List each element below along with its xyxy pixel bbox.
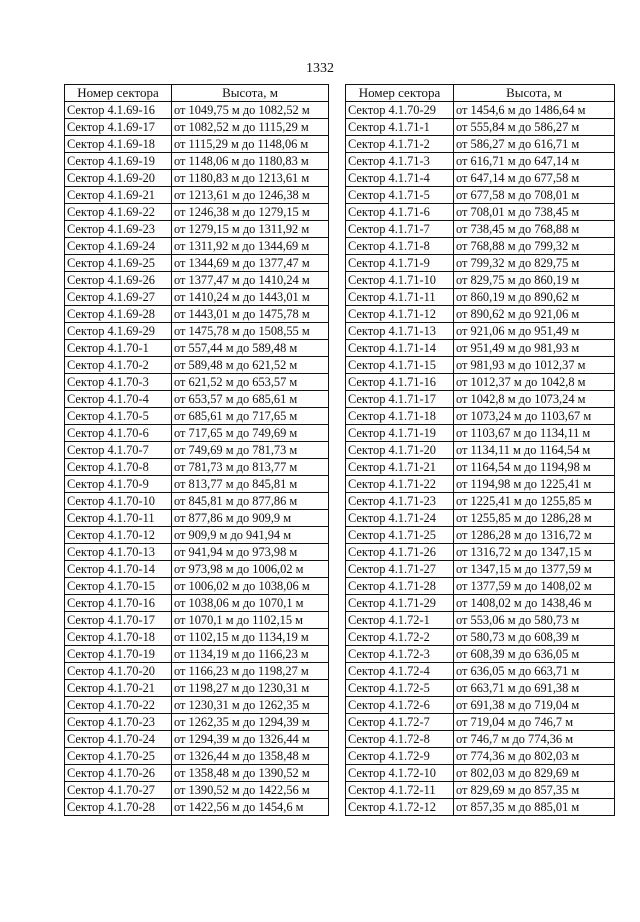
altitude-range-cell: от 1422,56 м до 1454,6 м: [172, 799, 329, 816]
table-row: [65, 357, 329, 374]
altitude-range-cell: от 1042,8 м до 1073,24 м: [454, 391, 615, 408]
table-row: [346, 714, 615, 731]
altitude-range-cell: от 555,84 м до 586,27 м: [454, 119, 615, 136]
sector-number-cell: Сектор 4.1.71-23: [346, 493, 454, 510]
table-row: [346, 238, 615, 255]
sector-number-cell: Сектор 4.1.71-1: [346, 119, 454, 136]
sector-number-cell: Сектор 4.1.71-26: [346, 544, 454, 561]
sector-table-left: [64, 84, 329, 816]
table-row: [65, 119, 329, 136]
altitude-range-cell: от 1390,52 м до 1422,56 м: [172, 782, 329, 799]
sector-number-cell: Сектор 4.1.72-5: [346, 680, 454, 697]
table-row: [65, 612, 329, 629]
page-number: 1332: [306, 61, 334, 76]
altitude-range-cell: от 1082,52 м до 1115,29 м: [172, 119, 329, 136]
table-row: [65, 510, 329, 527]
altitude-range-cell: от 1038,06 м до 1070,1 м: [172, 595, 329, 612]
table-row: [65, 408, 329, 425]
sector-number-cell: Сектор 4.1.70-11: [65, 510, 172, 527]
altitude-range-cell: от 1103,67 м до 1134,11 м: [454, 425, 615, 442]
altitude-range-cell: от 1377,47 м до 1410,24 м: [172, 272, 329, 289]
sector-number-cell: Сектор 4.1.70-23: [65, 714, 172, 731]
sector-number-cell: Сектор 4.1.71-11: [346, 289, 454, 306]
sector-number-cell: Сектор 4.1.70-21: [65, 680, 172, 697]
sector-number-cell: Сектор 4.1.70-9: [65, 476, 172, 493]
sector-number-cell: Сектор 4.1.71-17: [346, 391, 454, 408]
altitude-range-cell: от 1344,69 м до 1377,47 м: [172, 255, 329, 272]
altitude-range-cell: от 621,52 м до 653,57 м: [172, 374, 329, 391]
header-altitude: Высота, м: [172, 85, 329, 102]
altitude-range-cell: от 1070,1 м до 1102,15 м: [172, 612, 329, 629]
sector-number-cell: Сектор 4.1.70-26: [65, 765, 172, 782]
table-row: [346, 459, 615, 476]
sector-number-cell: Сектор 4.1.69-19: [65, 153, 172, 170]
sector-number-cell: Сектор 4.1.71-28: [346, 578, 454, 595]
altitude-range-cell: от 1294,39 м до 1326,44 м: [172, 731, 329, 748]
sector-number-cell: Сектор 4.1.71-25: [346, 527, 454, 544]
altitude-range-cell: от 1180,83 м до 1213,61 м: [172, 170, 329, 187]
sector-number-cell: Сектор 4.1.71-22: [346, 476, 454, 493]
sector-number-cell: Сектор 4.1.71-20: [346, 442, 454, 459]
table-row: [65, 493, 329, 510]
table-row: [346, 255, 615, 272]
sector-number-cell: Сектор 4.1.70-13: [65, 544, 172, 561]
sector-number-cell: Сектор 4.1.70-5: [65, 408, 172, 425]
sector-number-cell: Сектор 4.1.71-2: [346, 136, 454, 153]
sector-number-cell: Сектор 4.1.71-14: [346, 340, 454, 357]
sector-number-cell: Сектор 4.1.72-8: [346, 731, 454, 748]
table-row: [65, 476, 329, 493]
sector-number-cell: Сектор 4.1.70-16: [65, 595, 172, 612]
altitude-range-cell: от 663,71 м до 691,38 м: [454, 680, 615, 697]
table-row: [346, 323, 615, 340]
table-row: [346, 646, 615, 663]
table-row: [65, 306, 329, 323]
sector-number-cell: Сектор 4.1.69-16: [65, 102, 172, 119]
altitude-range-cell: от 1279,15 м до 1311,92 м: [172, 221, 329, 238]
table-row: [346, 612, 615, 629]
altitude-range-cell: от 636,05 м до 663,71 м: [454, 663, 615, 680]
sector-number-cell: Сектор 4.1.70-10: [65, 493, 172, 510]
table-row: [346, 119, 615, 136]
sector-number-cell: Сектор 4.1.70-14: [65, 561, 172, 578]
altitude-range-cell: от 768,88 м до 799,32 м: [454, 238, 615, 255]
table-row: [65, 255, 329, 272]
altitude-range-cell: от 951,49 м до 981,93 м: [454, 340, 615, 357]
table-row: [346, 272, 615, 289]
sector-number-cell: Сектор 4.1.70-4: [65, 391, 172, 408]
table-row: [346, 425, 615, 442]
table-row: [346, 782, 615, 799]
sector-number-cell: Сектор 4.1.71-24: [346, 510, 454, 527]
table-row: [65, 170, 329, 187]
table-row: [346, 748, 615, 765]
sector-number-cell: Сектор 4.1.70-12: [65, 527, 172, 544]
altitude-range-cell: от 608,39 м до 636,05 м: [454, 646, 615, 663]
altitude-range-cell: от 749,69 м до 781,73 м: [172, 442, 329, 459]
altitude-range-cell: от 586,27 м до 616,71 м: [454, 136, 615, 153]
altitude-range-cell: от 1166,23 м до 1198,27 м: [172, 663, 329, 680]
altitude-range-cell: от 1134,19 м до 1166,23 м: [172, 646, 329, 663]
table-row: [65, 323, 329, 340]
altitude-range-cell: от 1134,11 м до 1164,54 м: [454, 442, 615, 459]
altitude-range-cell: от 1377,59 м до 1408,02 м: [454, 578, 615, 595]
altitude-range-cell: от 1148,06 м до 1180,83 м: [172, 153, 329, 170]
table-row: [346, 204, 615, 221]
altitude-range-cell: от 557,44 м до 589,48 м: [172, 340, 329, 357]
table-body: [65, 102, 329, 816]
table-row: [65, 238, 329, 255]
sector-number-cell: Сектор 4.1.69-22: [65, 204, 172, 221]
table-row: [346, 561, 615, 578]
table-row: [65, 459, 329, 476]
altitude-range-cell: от 647,14 м до 677,58 м: [454, 170, 615, 187]
table-row: [65, 340, 329, 357]
table-row: [65, 595, 329, 612]
table-row: [65, 697, 329, 714]
altitude-range-cell: от 719,04 м до 746,7 м: [454, 714, 615, 731]
altitude-range-cell: от 1358,48 м до 1390,52 м: [172, 765, 329, 782]
altitude-range-cell: от 941,94 м до 973,98 м: [172, 544, 329, 561]
sector-number-cell: Сектор 4.1.70-19: [65, 646, 172, 663]
table-row: [346, 663, 615, 680]
table-row: [65, 153, 329, 170]
sector-number-cell: Сектор 4.1.70-29: [346, 102, 454, 119]
sector-number-cell: Сектор 4.1.71-5: [346, 187, 454, 204]
altitude-range-cell: от 1311,92 м до 1344,69 м: [172, 238, 329, 255]
sector-number-cell: Сектор 4.1.70-20: [65, 663, 172, 680]
altitude-range-cell: от 860,19 м до 890,62 м: [454, 289, 615, 306]
table-row: [65, 714, 329, 731]
table-row: [65, 561, 329, 578]
table-row: [65, 187, 329, 204]
table-row: [65, 527, 329, 544]
table-row: [65, 629, 329, 646]
sector-number-cell: Сектор 4.1.70-18: [65, 629, 172, 646]
table-row: [65, 136, 329, 153]
table-row: [65, 731, 329, 748]
table-row: [346, 510, 615, 527]
table-row: [346, 221, 615, 238]
altitude-range-cell: от 799,32 м до 829,75 м: [454, 255, 615, 272]
sector-number-cell: Сектор 4.1.71-15: [346, 357, 454, 374]
table-row: [346, 578, 615, 595]
altitude-range-cell: от 1115,29 м до 1148,06 м: [172, 136, 329, 153]
altitude-range-cell: от 1454,6 м до 1486,64 м: [454, 102, 615, 119]
altitude-range-cell: от 829,69 м до 857,35 м: [454, 782, 615, 799]
altitude-range-cell: от 1410,24 м до 1443,01 м: [172, 289, 329, 306]
altitude-range-cell: от 1102,15 м до 1134,19 м: [172, 629, 329, 646]
altitude-range-cell: от 1326,44 м до 1358,48 м: [172, 748, 329, 765]
table-row: [346, 731, 615, 748]
sector-number-cell: Сектор 4.1.69-26: [65, 272, 172, 289]
table-row: [65, 102, 329, 119]
table-row: [346, 357, 615, 374]
header-altitude: Высота, м: [454, 85, 615, 102]
sector-number-cell: Сектор 4.1.69-21: [65, 187, 172, 204]
table-row: [65, 765, 329, 782]
sector-number-cell: Сектор 4.1.71-4: [346, 170, 454, 187]
sector-number-cell: Сектор 4.1.70-1: [65, 340, 172, 357]
sector-number-cell: Сектор 4.1.72-4: [346, 663, 454, 680]
sector-number-cell: Сектор 4.1.72-1: [346, 612, 454, 629]
table-row: [346, 680, 615, 697]
altitude-range-cell: от 1006,02 м до 1038,06 м: [172, 578, 329, 595]
altitude-range-cell: от 813,77 м до 845,81 м: [172, 476, 329, 493]
sector-number-cell: Сектор 4.1.70-27: [65, 782, 172, 799]
altitude-range-cell: от 1230,31 м до 1262,35 м: [172, 697, 329, 714]
table-row: [346, 374, 615, 391]
sector-number-cell: Сектор 4.1.71-27: [346, 561, 454, 578]
header-row: [65, 85, 329, 102]
table-row: [346, 527, 615, 544]
altitude-range-cell: от 921,06 м до 951,49 м: [454, 323, 615, 340]
table-row: [65, 289, 329, 306]
sector-number-cell: Сектор 4.1.70-8: [65, 459, 172, 476]
table-row: [65, 374, 329, 391]
sector-number-cell: Сектор 4.1.71-10: [346, 272, 454, 289]
altitude-range-cell: от 1198,27 м до 1230,31 м: [172, 680, 329, 697]
altitude-range-cell: от 589,48 м до 621,52 м: [172, 357, 329, 374]
altitude-range-cell: от 829,75 м до 860,19 м: [454, 272, 615, 289]
table-row: [346, 408, 615, 425]
altitude-range-cell: от 653,57 м до 685,61 м: [172, 391, 329, 408]
sector-number-cell: Сектор 4.1.70-7: [65, 442, 172, 459]
sector-number-cell: Сектор 4.1.71-18: [346, 408, 454, 425]
altitude-range-cell: от 1049,75 м до 1082,52 м: [172, 102, 329, 119]
sector-number-cell: Сектор 4.1.69-28: [65, 306, 172, 323]
table-row: [65, 799, 329, 816]
altitude-range-cell: от 685,61 м до 717,65 м: [172, 408, 329, 425]
altitude-range-cell: от 1194,98 м до 1225,41 м: [454, 476, 615, 493]
sector-table-right: [345, 84, 615, 816]
altitude-range-cell: от 857,35 м до 885,01 м: [454, 799, 615, 816]
sector-number-cell: Сектор 4.1.72-10: [346, 765, 454, 782]
sector-number-cell: Сектор 4.1.71-3: [346, 153, 454, 170]
altitude-range-cell: от 845,81 м до 877,86 м: [172, 493, 329, 510]
altitude-range-cell: от 1262,35 м до 1294,39 м: [172, 714, 329, 731]
sector-number-cell: Сектор 4.1.72-11: [346, 782, 454, 799]
altitude-range-cell: от 981,93 м до 1012,37 м: [454, 357, 615, 374]
table-row: [65, 425, 329, 442]
table-row: [346, 340, 615, 357]
sector-number-cell: Сектор 4.1.70-24: [65, 731, 172, 748]
sector-number-cell: Сектор 4.1.69-17: [65, 119, 172, 136]
table-row: [65, 544, 329, 561]
sector-number-cell: Сектор 4.1.72-7: [346, 714, 454, 731]
altitude-range-cell: от 1012,37 м до 1042,8 м: [454, 374, 615, 391]
table-row: [65, 748, 329, 765]
table-row: [346, 153, 615, 170]
table-row: [346, 136, 615, 153]
altitude-range-cell: от 1164,54 м до 1194,98 м: [454, 459, 615, 476]
altitude-range-cell: от 1316,72 м до 1347,15 м: [454, 544, 615, 561]
altitude-range-cell: от 677,58 м до 708,01 м: [454, 187, 615, 204]
table-row: [346, 476, 615, 493]
altitude-range-cell: от 1443,01 м до 1475,78 м: [172, 306, 329, 323]
altitude-range-cell: от 553,06 м до 580,73 м: [454, 612, 615, 629]
altitude-range-cell: от 616,71 м до 647,14 м: [454, 153, 615, 170]
table-row: [346, 170, 615, 187]
sector-number-cell: Сектор 4.1.72-12: [346, 799, 454, 816]
table-row: [346, 442, 615, 459]
sector-number-cell: Сектор 4.1.70-17: [65, 612, 172, 629]
sector-number-cell: Сектор 4.1.71-16: [346, 374, 454, 391]
altitude-range-cell: от 1073,24 м до 1103,67 м: [454, 408, 615, 425]
sector-number-cell: Сектор 4.1.71-6: [346, 204, 454, 221]
table-row: [65, 221, 329, 238]
sector-number-cell: Сектор 4.1.71-8: [346, 238, 454, 255]
altitude-range-cell: от 1286,28 м до 1316,72 м: [454, 527, 615, 544]
table-row: [346, 493, 615, 510]
sector-number-cell: Сектор 4.1.70-25: [65, 748, 172, 765]
table-row: [65, 646, 329, 663]
table-row: [346, 306, 615, 323]
sector-number-cell: Сектор 4.1.70-2: [65, 357, 172, 374]
sector-number-cell: Сектор 4.1.70-15: [65, 578, 172, 595]
header-sector-number: Номер сектора: [65, 85, 172, 102]
table-row: [346, 629, 615, 646]
sector-number-cell: Сектор 4.1.71-21: [346, 459, 454, 476]
sector-number-cell: Сектор 4.1.72-6: [346, 697, 454, 714]
altitude-range-cell: от 774,36 м до 802,03 м: [454, 748, 615, 765]
sector-number-cell: Сектор 4.1.70-6: [65, 425, 172, 442]
altitude-range-cell: от 909,9 м до 941,94 м: [172, 527, 329, 544]
sector-number-cell: Сектор 4.1.71-13: [346, 323, 454, 340]
sector-number-cell: Сектор 4.1.70-3: [65, 374, 172, 391]
sector-number-cell: Сектор 4.1.71-29: [346, 595, 454, 612]
table-row: [65, 442, 329, 459]
table-body: [346, 102, 615, 816]
sector-number-cell: Сектор 4.1.71-7: [346, 221, 454, 238]
table-row: [65, 272, 329, 289]
sector-number-cell: Сектор 4.1.69-29: [65, 323, 172, 340]
table-row: [65, 391, 329, 408]
altitude-range-cell: от 802,03 м до 829,69 м: [454, 765, 615, 782]
altitude-range-cell: от 580,73 м до 608,39 м: [454, 629, 615, 646]
table-row: [346, 765, 615, 782]
table-row: [346, 391, 615, 408]
table-row: [65, 578, 329, 595]
table-row: [346, 289, 615, 306]
sector-number-cell: Сектор 4.1.71-19: [346, 425, 454, 442]
sector-number-cell: Сектор 4.1.69-18: [65, 136, 172, 153]
table-row: [346, 187, 615, 204]
altitude-range-cell: от 1475,78 м до 1508,55 м: [172, 323, 329, 340]
table-row: [346, 697, 615, 714]
sector-number-cell: Сектор 4.1.72-3: [346, 646, 454, 663]
altitude-range-cell: от 708,01 м до 738,45 м: [454, 204, 615, 221]
altitude-range-cell: от 1225,41 м до 1255,85 м: [454, 493, 615, 510]
table-row: [346, 102, 615, 119]
altitude-range-cell: от 890,62 м до 921,06 м: [454, 306, 615, 323]
table-row: [65, 680, 329, 697]
sector-number-cell: Сектор 4.1.69-23: [65, 221, 172, 238]
table-row: [346, 799, 615, 816]
header-row: [346, 85, 615, 102]
altitude-range-cell: от 973,98 м до 1006,02 м: [172, 561, 329, 578]
altitude-range-cell: от 1246,38 м до 1279,15 м: [172, 204, 329, 221]
sector-number-cell: Сектор 4.1.70-28: [65, 799, 172, 816]
sector-number-cell: Сектор 4.1.69-25: [65, 255, 172, 272]
sector-number-cell: Сектор 4.1.72-9: [346, 748, 454, 765]
altitude-range-cell: от 746,7 м до 774,36 м: [454, 731, 615, 748]
sector-number-cell: Сектор 4.1.71-9: [346, 255, 454, 272]
sector-number-cell: Сектор 4.1.71-12: [346, 306, 454, 323]
table-row: [346, 595, 615, 612]
altitude-range-cell: от 1408,02 м до 1438,46 м: [454, 595, 615, 612]
altitude-range-cell: от 1255,85 м до 1286,28 м: [454, 510, 615, 527]
sector-number-cell: Сектор 4.1.69-24: [65, 238, 172, 255]
table-row: [65, 782, 329, 799]
altitude-range-cell: от 691,38 м до 719,04 м: [454, 697, 615, 714]
table-row: [346, 544, 615, 561]
table-row: [65, 663, 329, 680]
header-sector-number: Номер сектора: [346, 85, 454, 102]
altitude-range-cell: от 738,45 м до 768,88 м: [454, 221, 615, 238]
sector-number-cell: Сектор 4.1.69-27: [65, 289, 172, 306]
altitude-range-cell: от 877,86 м до 909,9 м: [172, 510, 329, 527]
sector-number-cell: Сектор 4.1.72-2: [346, 629, 454, 646]
table-row: [65, 204, 329, 221]
sector-number-cell: Сектор 4.1.70-22: [65, 697, 172, 714]
altitude-range-cell: от 1347,15 м до 1377,59 м: [454, 561, 615, 578]
altitude-range-cell: от 781,73 м до 813,77 м: [172, 459, 329, 476]
altitude-range-cell: от 717,65 м до 749,69 м: [172, 425, 329, 442]
sector-number-cell: Сектор 4.1.69-20: [65, 170, 172, 187]
altitude-range-cell: от 1213,61 м до 1246,38 м: [172, 187, 329, 204]
